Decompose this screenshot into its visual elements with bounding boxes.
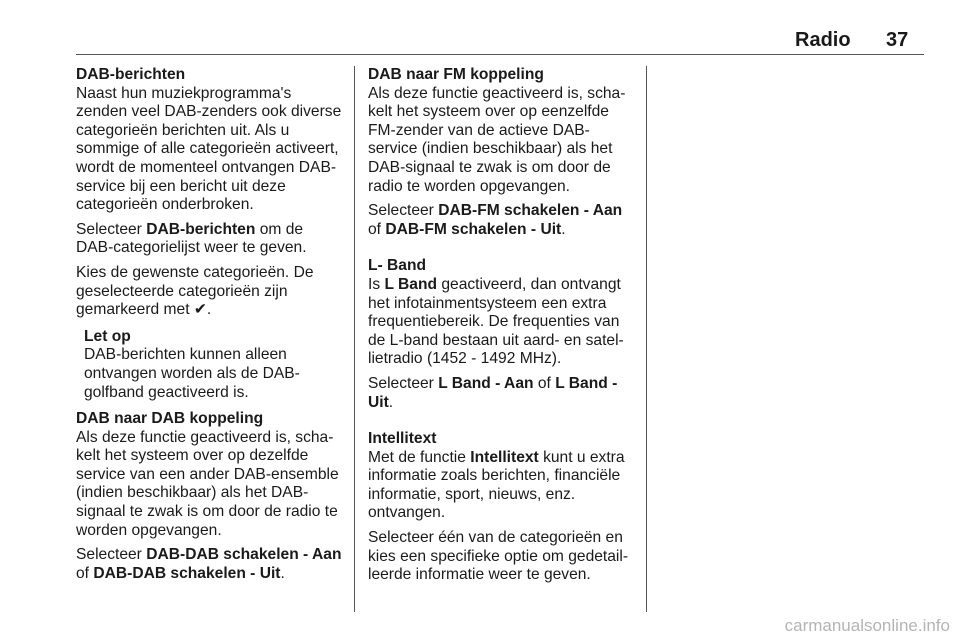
dab-messages-select [76,221,342,258]
option-dab-fm-off: DAB-FM schakelen - Uit [385,220,562,238]
dab-messages-choose: Kies de gewenste categorieën. De geselecteerde categorieën zijn gemarkeerd met ✔. [76,263,314,319]
intellitext-description: kunt u extra informatie zoals berichten, financiële informatie, sport, nieuws, enz. ontvangen. [368,448,625,522]
option-dab-fm-on: DAB-FM schakelen - Aan [438,202,623,220]
l-band-description: geactiveerd, dan ontvangt het infotainmentsysteem een extra frequentiebereik. De frequenties van de L-band bestaan uit aard- en satellietradio (1452 - 1492 MHz). [368,275,624,368]
header-rule [76,54,924,55]
section-gap [368,418,634,430]
note-body: DAB-berichten kunnen alleen ontvangen worden als de DAB-golfband geactiveerd is. [84,346,300,401]
l-band-term: L Band [384,275,438,293]
option-dab-dab-off: DAB-DAB schakelen - Uit [93,564,281,582]
left-column [76,66,342,589]
note-heading: Let op [84,327,131,345]
menu-item-dab-messages: DAB-berichten [146,220,256,238]
l-band-select [368,375,634,412]
note-box [76,328,342,402]
l-band-body [368,276,634,369]
option-dab-dab-on: DAB-DAB schakelen - Aan [146,546,342,564]
dab-linking-body: Als deze functie geactiveerd is, schakelt het systeem over op dezelfde service van een ander DAB-ensemble (indien beschikbaar) als het DAB-signaal te zwak is om door de radio te worden opgevangen. [76,428,339,539]
intellitext-body [368,449,634,523]
dab-messages-body: Naast hun muziekprogramma's zenden veel DAB-zenders ook diverse categorieën berichten uit. Als u sommige of alle categorieën activeert, wordt de momenteel ontvangen DAB-service bij een bericht uit deze categorieën onderbroken. [76,84,342,214]
fm-linking-heading: DAB naar FM koppeling [368,66,544,83]
fm-linking-body: Als deze functie geactiveerd is, schakelt het systeem over op eenzelfde FM-zender van de actieve DAB-service (indien beschikbaar) als het DAB-signaal te zwak is om door de radio te worden opgevangen. [368,84,626,195]
column-divider [354,66,355,612]
option-l-band-on: L Band - Aan [438,374,534,392]
intellitext-term: Intellitext [470,448,539,466]
dab-linking-select [76,546,342,583]
option-l-band-off: L Band - Uit [368,374,618,411]
or-text: of [533,374,556,392]
dab-messages-heading: DAB-berichten [76,66,186,83]
page-number: 37 [886,29,909,51]
select-prefix: Selecteer [368,202,439,220]
right-column [368,66,634,591]
select-prefix: Selecteer [76,220,147,238]
watermark: carmanualsonline.info [784,616,950,635]
or-text: of [76,564,94,582]
select-suffix: om de DAB-categorielijst weer te geven. [76,220,307,257]
intellitext-prefix: Met de functie [368,448,471,466]
period: . [561,220,566,238]
intellitext-heading: Intellitext [368,430,437,448]
or-text: of [368,220,386,238]
period: . [280,564,285,582]
page-section-title: Radio [795,29,851,51]
section-gap [368,245,634,257]
column-divider [646,66,647,612]
select-prefix: Selecteer [368,374,439,392]
l-band-heading: L- Band [368,257,427,275]
dab-linking-heading: DAB naar DAB koppeling [76,410,264,428]
intellitext-select: Selecteer één van de categorieën en kies een specifieke optie om gedetailleerde informatie weer te geven. [368,529,629,584]
is-text: Is [368,275,385,293]
select-prefix: Selecteer [76,546,147,564]
fm-linking-select [368,202,634,239]
period: . [388,393,394,411]
